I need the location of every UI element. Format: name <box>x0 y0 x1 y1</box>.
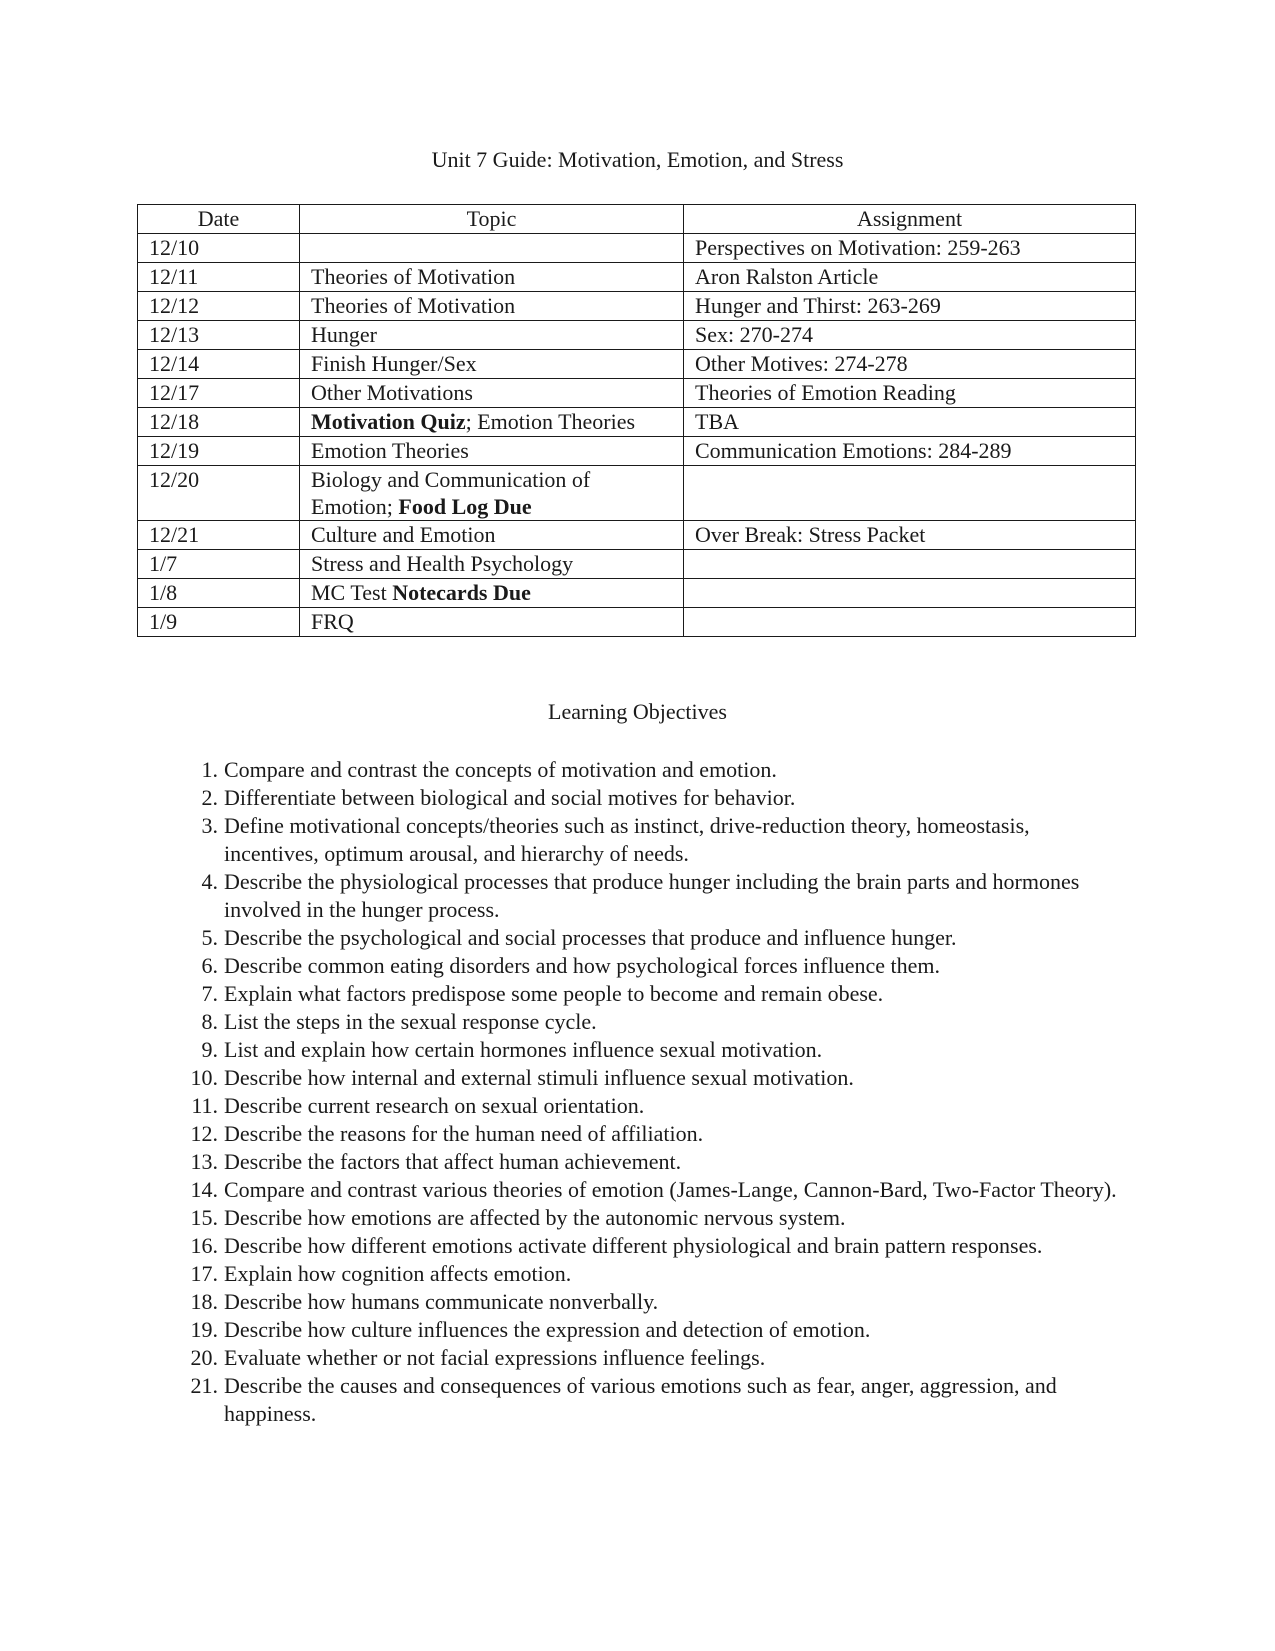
cell-topic <box>300 263 684 292</box>
objective-number: 20. <box>190 1345 218 1370</box>
topic-text: Hunger <box>311 322 377 347</box>
objective-text: Compare and contrast the concepts of motivation and emotion. <box>224 757 777 782</box>
cell-date: 12/17 <box>138 379 300 408</box>
cell-assignment: TBA <box>684 408 1136 437</box>
objective-number: 12. <box>190 1121 218 1146</box>
objective-item <box>191 1092 1129 1120</box>
cell-topic <box>300 292 684 321</box>
topic-text: Biology and Communication of Emotion; <box>311 467 591 519</box>
cell-assignment: Over Break: Stress Packet <box>684 521 1136 550</box>
topic-bold-text: Notecards Due <box>392 580 531 605</box>
cell-date: 12/20 <box>138 466 300 521</box>
cell-assignment: Perspectives on Motivation: 259-263 <box>684 234 1136 263</box>
table-row <box>138 379 1136 408</box>
objective-text: Describe current research on sexual orientation. <box>224 1093 645 1118</box>
table-header-row <box>138 205 1136 234</box>
objective-text: Explain what factors predispose some people to become and remain obese. <box>224 981 884 1006</box>
cell-date: 12/12 <box>138 292 300 321</box>
objective-text: Evaluate whether or not facial expressions influence feelings. <box>224 1345 766 1370</box>
cell-date: 1/7 <box>138 550 300 579</box>
cell-assignment <box>684 466 1136 521</box>
cell-assignment <box>684 608 1136 637</box>
objective-text: Differentiate between biological and social motives for behavior. <box>224 785 796 810</box>
objective-item <box>190 1316 1129 1344</box>
column-header-assignment: Assignment <box>684 205 1136 234</box>
topic-bold-text: Food Log Due <box>398 494 532 519</box>
objective-item <box>190 1176 1129 1204</box>
table-row <box>138 521 1136 550</box>
table-row <box>138 608 1136 637</box>
topic-text: Emotion Theories <box>311 438 469 463</box>
cell-assignment: Aron Ralston Article <box>684 263 1136 292</box>
objective-text: Describe how culture influences the expression and detection of emotion. <box>224 1317 871 1342</box>
cell-assignment <box>684 579 1136 608</box>
objective-number: 14. <box>190 1177 218 1202</box>
objective-text: List the steps in the sexual response cycle. <box>224 1009 597 1034</box>
objective-number: 15. <box>190 1205 218 1230</box>
objective-item <box>190 1372 1129 1428</box>
topic-text: Finish Hunger/Sex <box>311 351 477 376</box>
objective-number: 1. <box>201 757 218 782</box>
objective-text: Explain how cognition affects emotion. <box>224 1261 572 1286</box>
objective-item <box>201 868 1129 924</box>
objectives-list <box>190 756 1129 1428</box>
cell-topic <box>300 521 684 550</box>
objective-number: 13. <box>190 1149 218 1174</box>
cell-topic <box>300 321 684 350</box>
cell-topic <box>300 466 684 521</box>
cell-topic <box>300 437 684 466</box>
objective-text: Describe the reasons for the human need of affiliation. <box>224 1121 704 1146</box>
cell-assignment: Sex: 270-274 <box>684 321 1136 350</box>
table-row <box>138 321 1136 350</box>
objective-item <box>190 1120 1129 1148</box>
cell-date: 12/21 <box>138 521 300 550</box>
topic-text: Theories of Motivation <box>311 293 516 318</box>
objective-number: 2. <box>201 785 218 810</box>
objective-item <box>190 1288 1129 1316</box>
objective-number: 9. <box>201 1037 218 1062</box>
table-row <box>138 292 1136 321</box>
table-row <box>138 466 1136 521</box>
table-row <box>138 234 1136 263</box>
topic-text: Culture and Emotion <box>311 522 496 547</box>
cell-topic <box>300 579 684 608</box>
cell-topic <box>300 608 684 637</box>
objective-number: 4. <box>201 869 218 894</box>
objective-text: Describe how humans communicate nonverbally. <box>224 1289 659 1314</box>
objective-item <box>190 1204 1129 1232</box>
cell-date: 12/19 <box>138 437 300 466</box>
objective-text: Describe common eating disorders and how psychological forces influence them. <box>224 953 940 978</box>
schedule-table <box>137 204 1136 637</box>
table-row <box>138 263 1136 292</box>
objective-item <box>201 1036 1129 1064</box>
objective-number: 19. <box>190 1317 218 1342</box>
cell-date: 12/11 <box>138 263 300 292</box>
objective-text: Describe the factors that affect human achievement. <box>224 1149 682 1174</box>
cell-topic <box>300 234 684 263</box>
table-row <box>138 437 1136 466</box>
objective-item <box>190 1148 1129 1176</box>
table-row <box>138 350 1136 379</box>
objective-item <box>201 1008 1129 1036</box>
objective-text: Define motivational concepts/theories such as instinct, drive-reduction theory, homeostasis, incentives, optimum arousal, and hierarchy of needs. <box>224 813 1030 866</box>
topic-text: Other Motivations <box>311 380 473 405</box>
cell-assignment <box>684 550 1136 579</box>
cell-date: 1/8 <box>138 579 300 608</box>
cell-date: 1/9 <box>138 608 300 637</box>
topic-text: ; Emotion Theories <box>465 409 636 434</box>
objective-text: List and explain how certain hormones influence sexual motivation. <box>224 1037 823 1062</box>
objective-text: Compare and contrast various theories of emotion (James-Lange, Cannon-Bard, Two-Factor Theory). <box>224 1177 1117 1202</box>
objective-number: 21. <box>190 1373 218 1398</box>
topic-text: Stress and Health Psychology <box>311 551 574 576</box>
objective-item <box>190 1232 1129 1260</box>
objective-text: Describe the psychological and social processes that produce and influence hunger. <box>224 925 957 950</box>
objective-item <box>201 812 1129 868</box>
objective-item <box>190 1344 1129 1372</box>
objective-text: Describe how internal and external stimuli influence sexual motivation. <box>224 1065 854 1090</box>
cell-date: 12/18 <box>138 408 300 437</box>
objective-number: 7. <box>201 981 218 1006</box>
cell-date: 12/14 <box>138 350 300 379</box>
column-header-date: Date <box>138 205 300 234</box>
objective-number: 10. <box>190 1065 218 1090</box>
objective-text: Describe how emotions are affected by the autonomic nervous system. <box>224 1205 846 1230</box>
schedule-body <box>138 234 1136 637</box>
objective-text: Describe how different emotions activate different physiological and brain pattern responses. <box>224 1233 1043 1258</box>
cell-assignment: Hunger and Thirst: 263-269 <box>684 292 1136 321</box>
objective-item <box>201 924 1129 952</box>
objective-number: 17. <box>190 1261 218 1286</box>
cell-date: 12/10 <box>138 234 300 263</box>
objective-number: 8. <box>201 1009 218 1034</box>
objective-number: 18. <box>190 1289 218 1314</box>
topic-bold-text: Motivation Quiz <box>311 409 466 434</box>
table-row <box>138 550 1136 579</box>
table-row <box>138 579 1136 608</box>
column-header-topic: Topic <box>300 205 684 234</box>
cell-topic <box>300 350 684 379</box>
cell-topic <box>300 379 684 408</box>
objective-number: 11. <box>191 1093 218 1118</box>
objective-item <box>190 1260 1129 1288</box>
cell-assignment: Theories of Emotion Reading <box>684 379 1136 408</box>
topic-text: MC Test <box>311 580 393 605</box>
cell-date: 12/13 <box>138 321 300 350</box>
topic-text: FRQ <box>311 609 354 634</box>
page-title: Unit 7 Guide: Motivation, Emotion, and Stress <box>431 147 844 172</box>
topic-text: Theories of Motivation <box>311 264 516 289</box>
cell-topic <box>300 550 684 579</box>
objective-item <box>201 952 1129 980</box>
objective-item <box>201 756 1129 784</box>
objective-item <box>201 784 1129 812</box>
objectives-heading: Learning Objectives <box>548 699 727 724</box>
cell-topic <box>300 408 684 437</box>
objective-number: 3. <box>201 813 218 838</box>
table-row <box>138 408 1136 437</box>
cell-assignment: Communication Emotions: 284-289 <box>684 437 1136 466</box>
objective-number: 6. <box>201 953 218 978</box>
objective-number: 16. <box>190 1233 218 1258</box>
objective-item <box>190 1064 1129 1092</box>
objective-number: 5. <box>201 925 218 950</box>
cell-assignment: Other Motives: 274-278 <box>684 350 1136 379</box>
objective-item <box>201 980 1129 1008</box>
objective-text: Describe the causes and consequences of various emotions such as fear, anger, aggression, and happiness. <box>224 1373 1057 1426</box>
objective-text: Describe the physiological processes that produce hunger including the brain parts and hormones involved in the hunger process. <box>224 869 1080 922</box>
